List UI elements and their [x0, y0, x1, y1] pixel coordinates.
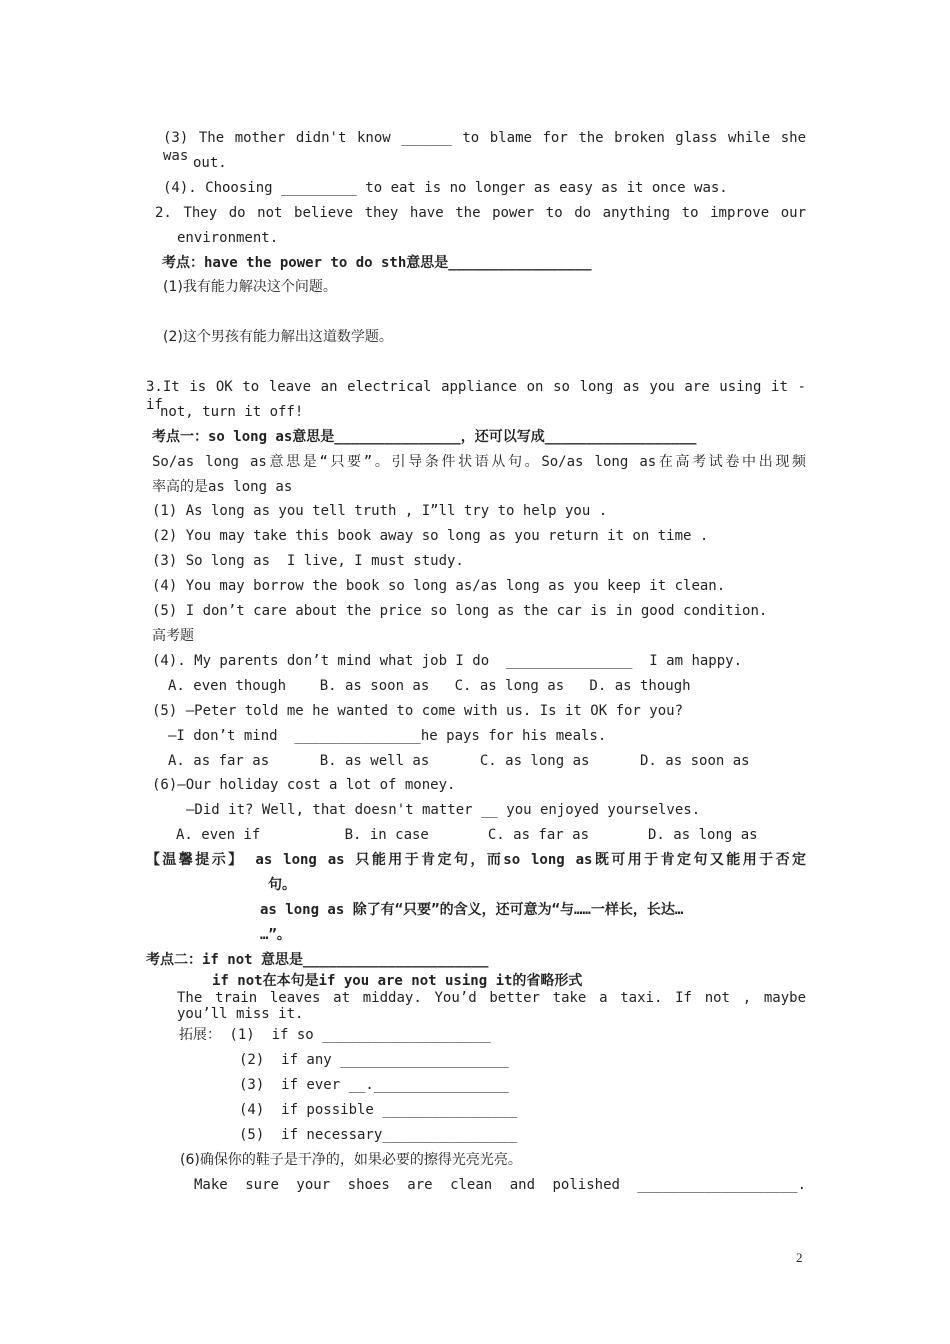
text-line: A. even though B. as soon as C. as long as D. as though	[168, 678, 691, 694]
text-line: 句。	[268, 877, 296, 893]
text-line: (4). My parents don’t mind what job I do _______________ I am happy.	[152, 653, 743, 669]
text-line: (3) if ever __.________________	[239, 1077, 509, 1093]
text-line: if not在本句是if you are not using it的省略形式	[212, 973, 583, 989]
text-line: you’ll miss it.	[177, 1006, 304, 1022]
text-line: 考点：have the power to do sth意思是_________________	[162, 255, 592, 271]
text-line: 拓展： (1) if so ____________________	[179, 1027, 491, 1043]
text-line: The train leaves at midday. You’d better take a taxi. If not , maybe	[177, 990, 806, 1006]
text-line: (4) You may borrow the book so long as/as long as you keep it clean.	[152, 578, 726, 594]
text-line: —Did it? Well, that doesn't matter __ you enjoyed yourselves.	[186, 802, 701, 818]
text-line: out.	[193, 155, 227, 171]
text-line: Make sure your shoes are clean and polished ___________________.	[194, 1177, 806, 1193]
page-number: 2	[796, 1250, 803, 1265]
text-line: 率高的是as long as	[152, 479, 293, 495]
text-line: 考点二：if not 意思是______________________	[146, 952, 489, 968]
text-line: 3.It is OK to leave an electrical appliance on so long as you are using it - if	[146, 379, 806, 413]
text-line: So/as long as意思是“只要”。引导条件状语从句。So/as long as在高考试卷中出现频	[152, 454, 806, 470]
text-line: (1) As long as you tell truth , I”ll try to help you .	[152, 503, 608, 519]
text-line: (5) if necessary________________	[239, 1127, 518, 1143]
text-line: 高考题	[152, 628, 194, 644]
text-line: (2) You may take this book away so long as you return it on time .	[152, 528, 709, 544]
text-line: as long as 除了有“只要”的含义，还可意为“与……一样长，长达…	[260, 902, 684, 918]
text-line: (2) if any ____________________	[239, 1052, 509, 1068]
text-line: environment.	[177, 230, 279, 246]
text-line: (4). Choosing _________ to eat is no longer as easy as it once was.	[163, 180, 728, 196]
text-line: A. as far as B. as well as C. as long as D. as soon as	[168, 753, 750, 769]
text-line: 考点一：so long as意思是_______________，还可以写成__________________	[152, 429, 697, 445]
text-line: (6)确保你的鞋子是干净的，如果必要的擦得光亮光亮。	[180, 1152, 522, 1168]
text-line: A. even if B. in case C. as far as D. as long as	[176, 827, 758, 843]
text-line: 【温馨提示】 as long as 只能用于肯定句，而so long as既可用于肯定句又能用于否定	[146, 852, 806, 868]
text-line: (3) So long as I live, I must study.	[152, 553, 464, 569]
text-line: (4) if possible ________________	[239, 1102, 518, 1118]
text-line: 2. They do not believe they have the power to do anything to improve our	[155, 205, 806, 221]
text-line: (3) The mother didn't know ______ to blame for the broken glass while she was	[163, 130, 806, 164]
text-line: …”。	[260, 927, 291, 943]
text-line: (5) I don’t care about the price so long as the car is in good condition.	[152, 603, 768, 619]
text-line: (1)我有能力解决这个问题。	[163, 279, 337, 295]
text-line: (2)这个男孩有能力解出这道数学题。	[163, 329, 393, 345]
text-line: —I don’t mind _______________he pays for his meals.	[168, 728, 607, 744]
text-line: not, turn it off!	[160, 404, 304, 420]
text-line: (5) —Peter told me he wanted to come with us. Is it OK for you?	[152, 703, 684, 719]
text-line: (6)—Our holiday cost a lot of money.	[152, 777, 456, 793]
